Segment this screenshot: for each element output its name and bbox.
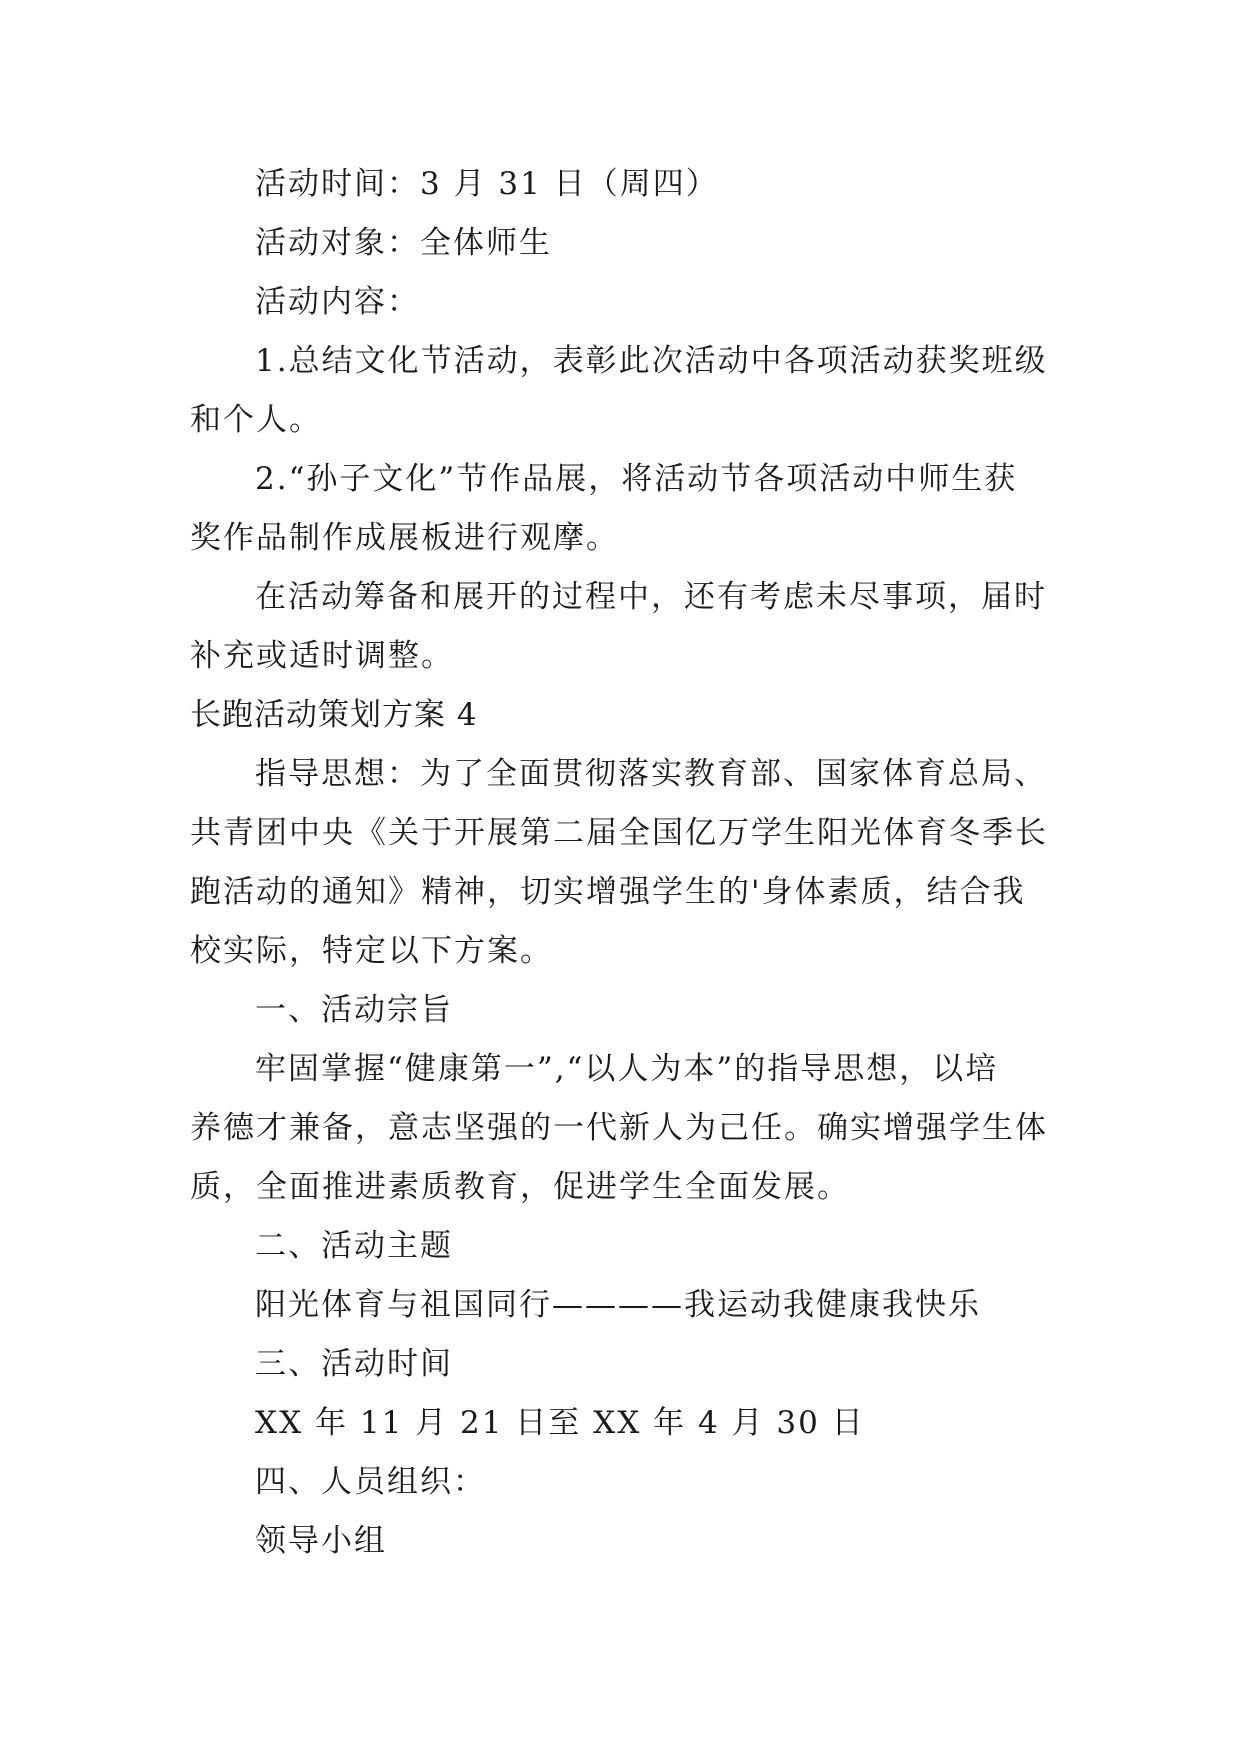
- purpose-heading: 一、活动宗旨: [255, 992, 453, 1028]
- time-text: XX 年 11 月 21 日至 XX 年 4 月 30 日: [255, 1405, 865, 1441]
- activity-time: 活动时间：3 月 31 日（周四）: [255, 166, 719, 202]
- guiding-thought-line-3: 跑活动的通知》精神，切实增强学生的'身体素质，结合我: [190, 874, 1026, 910]
- purpose-line-1: 牢固掌握“健康第一”,“以人为本”的指导思想，以培: [255, 1051, 999, 1087]
- time-heading: 三、活动时间: [255, 1346, 453, 1382]
- guiding-thought-line-2: 共青团中央《关于开展第二届全国亿万学生阳光体育冬季长: [190, 815, 1048, 851]
- guiding-thought-line-4: 校实际，特定以下方案。: [190, 933, 553, 969]
- theme-text: 阳光体育与祖国同行————我运动我健康我快乐: [255, 1287, 981, 1323]
- theme-heading: 二、活动主题: [255, 1228, 453, 1264]
- content-item-1-line-2: 和个人。: [190, 402, 322, 438]
- section-title: 长跑活动策划方案 4: [190, 697, 478, 733]
- purpose-line-2: 养德才兼备，意志坚强的一代新人为己任。确实增强学生体: [190, 1110, 1048, 1146]
- guiding-thought-line-1: 指导思想：为了全面贯彻落实教育部、国家体育总局、: [255, 756, 1047, 792]
- content-item-2-line-1: 2.“孙子文化”节作品展，将活动节各项活动中师生获: [255, 461, 1018, 497]
- organization-heading: 四、人员组织：: [255, 1464, 486, 1500]
- activity-content-label: 活动内容：: [255, 284, 420, 320]
- leadership-group: 领导小组: [255, 1523, 387, 1559]
- purpose-line-3: 质，全面推进素质教育，促进学生全面发展。: [190, 1169, 850, 1205]
- note-paragraph-line-2: 补充或适时调整。: [190, 638, 454, 674]
- activity-audience: 活动对象：全体师生: [255, 225, 552, 261]
- content-item-1-line-1: 1.总结文化节活动，表彰此次活动中各项活动获奖班级: [255, 343, 1048, 379]
- note-paragraph-line-1: 在活动筹备和展开的过程中，还有考虑未尽事项，届时: [255, 579, 1047, 615]
- content-item-2-line-2: 奖作品制作成展板进行观摩。: [190, 520, 619, 556]
